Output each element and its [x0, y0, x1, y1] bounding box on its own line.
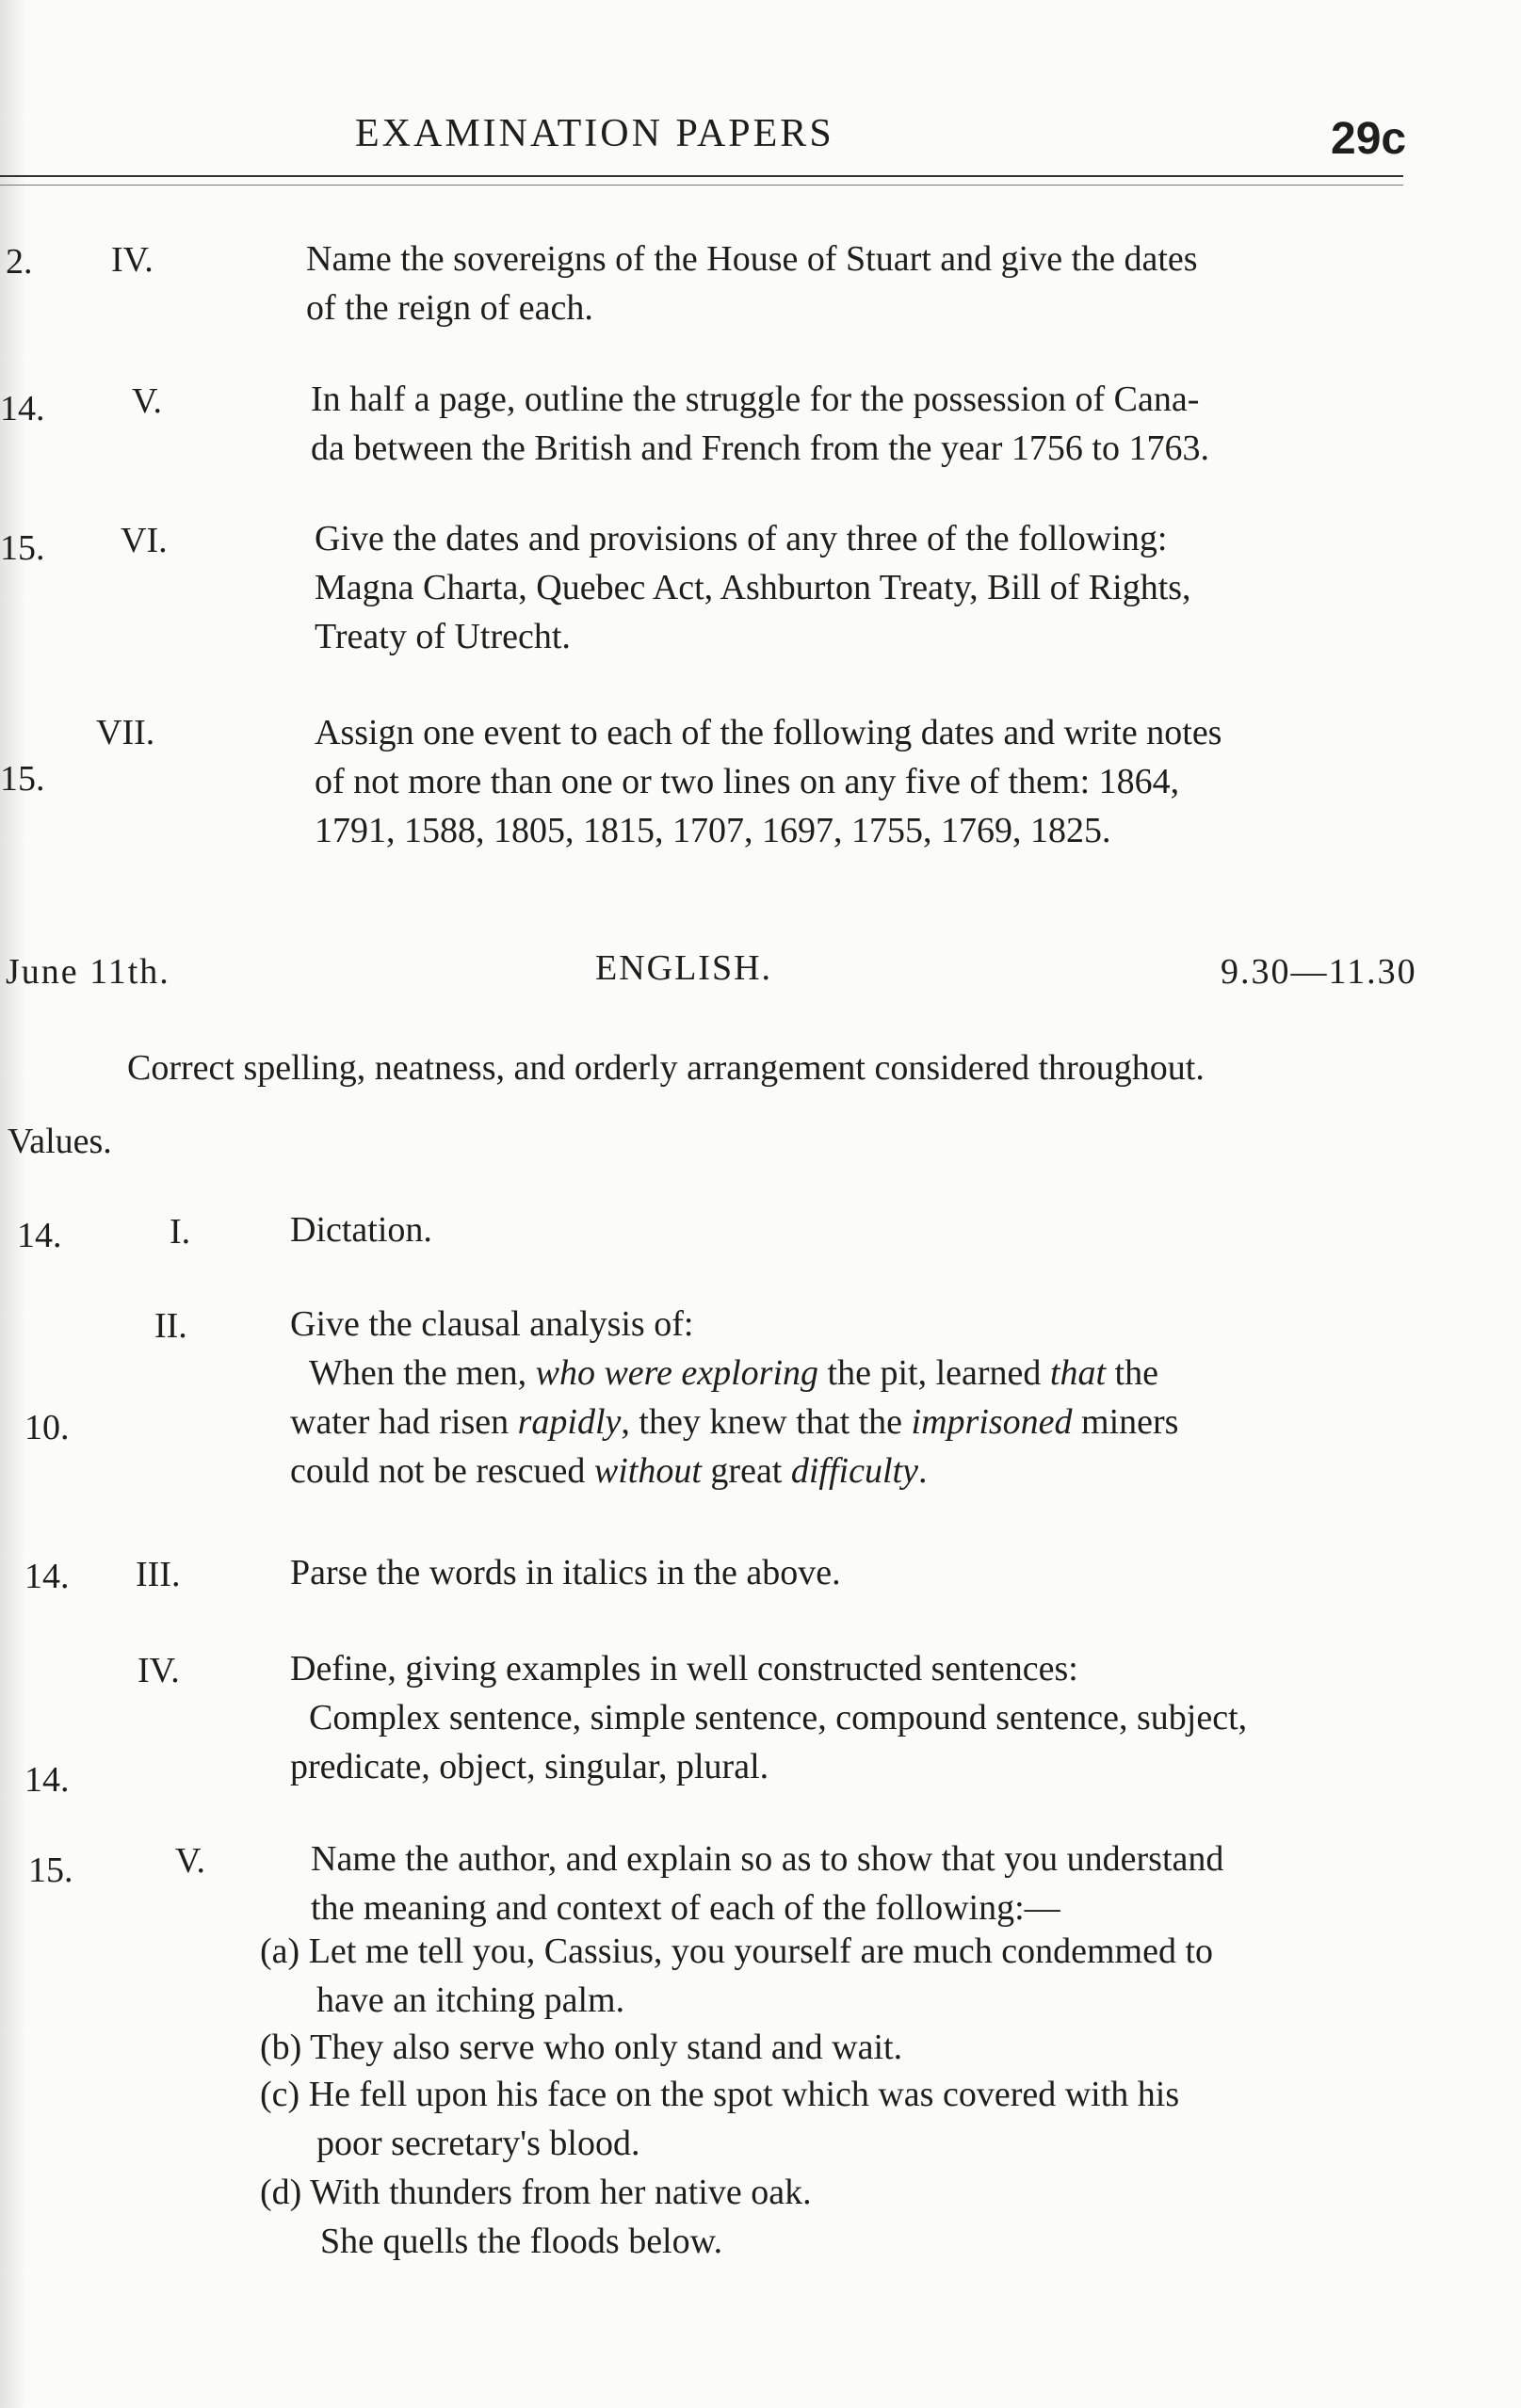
question-number: V.: [175, 1841, 206, 1881]
question-number: III.: [136, 1555, 181, 1594]
quotation-c: (c) He fell upon his face on the spot which was covered with his poor secretary's blood.: [260, 2075, 1180, 2163]
question-text: Give the dates and provisions of any three of the following: Magna Charta, Quebec Act, Ashburton Treaty, Bill of Rights, Treaty of Utrecht.: [315, 519, 1191, 656]
question-value: 14.: [24, 1760, 70, 1800]
question-number: V.: [132, 381, 163, 421]
question-number: VII.: [96, 713, 155, 752]
question-value: 10.: [24, 1408, 70, 1447]
page-number: 29c: [1331, 114, 1407, 164]
page-edge-shadow: [0, 0, 26, 2408]
question-number: I.: [170, 1212, 191, 1252]
exam-time: 9.30—11.30: [1221, 952, 1417, 992]
question-number: IV.: [138, 1651, 180, 1690]
question-value: 15.: [0, 759, 45, 799]
values-label: Values.: [8, 1122, 112, 1161]
question-text: Give the clausal analysis of: When the men, who were exploring the pit, learned that the water had risen rapidly, they knew that the imprisoned miners could not be rescued without great difficulty.: [290, 1304, 1179, 1491]
question-number: IV.: [111, 240, 154, 280]
question-text: Define, giving examples in well constructed sentences: Complex sentence, simple sentence, compound sentence, subject, predicate, object, singular, plural.: [290, 1649, 1248, 1786]
exam-date: June 11th.: [6, 952, 170, 992]
question-number: VI.: [121, 521, 168, 560]
question-text: In half a page, outline the struggle for the possession of Cana- da between the British and French from the year 1756 to 1763.: [311, 380, 1209, 468]
question-text: Parse the words in italics in the above.: [290, 1553, 841, 1592]
question-value: 2.: [6, 242, 33, 282]
question-value: 15.: [28, 1850, 73, 1890]
header-rule-thin: [0, 185, 1403, 186]
quotation-b: (b) They also serve who only stand and wait.: [260, 2028, 903, 2067]
instructions: Correct spelling, neatness, and orderly arrangement considered throughout.: [127, 1048, 1205, 1088]
question-value: 15.: [0, 528, 45, 568]
question-value: 14.: [24, 1557, 70, 1596]
quotation-a: (a) Let me tell you, Cassius, you yourself are much condemmed to have an itching palm.: [260, 1931, 1214, 2020]
section-title: ENGLISH.: [595, 948, 773, 988]
header-rule: [0, 175, 1403, 177]
question-text: Name the sovereigns of the House of Stuart and give the dates of the reign of each.: [306, 239, 1198, 328]
item-label: (b): [260, 2028, 302, 2067]
item-label: (a): [260, 1931, 300, 1971]
item-label: (c): [260, 2075, 300, 2114]
question-text: Assign one event to each of the following dates and write notes of not more than one or two lines on any five of them: 1864, 1791, 1588, 1805, 1815, 1707, 1697, 1755, 1769, 1825.: [315, 713, 1222, 850]
question-value: 14.: [17, 1216, 62, 1255]
question-number: II.: [154, 1306, 187, 1346]
quotation-d: (d) With thunders from her native oak. She quells the floods below.: [260, 2173, 812, 2261]
question-text: Dictation.: [290, 1210, 432, 1250]
question-text: Name the author, and explain so as to show that you understand the meaning and context of each of the following:—: [311, 1839, 1224, 1928]
item-label: (d): [260, 2173, 302, 2212]
question-value: 14.: [0, 389, 45, 428]
page-header-title: EXAMINATION PAPERS: [355, 112, 834, 155]
